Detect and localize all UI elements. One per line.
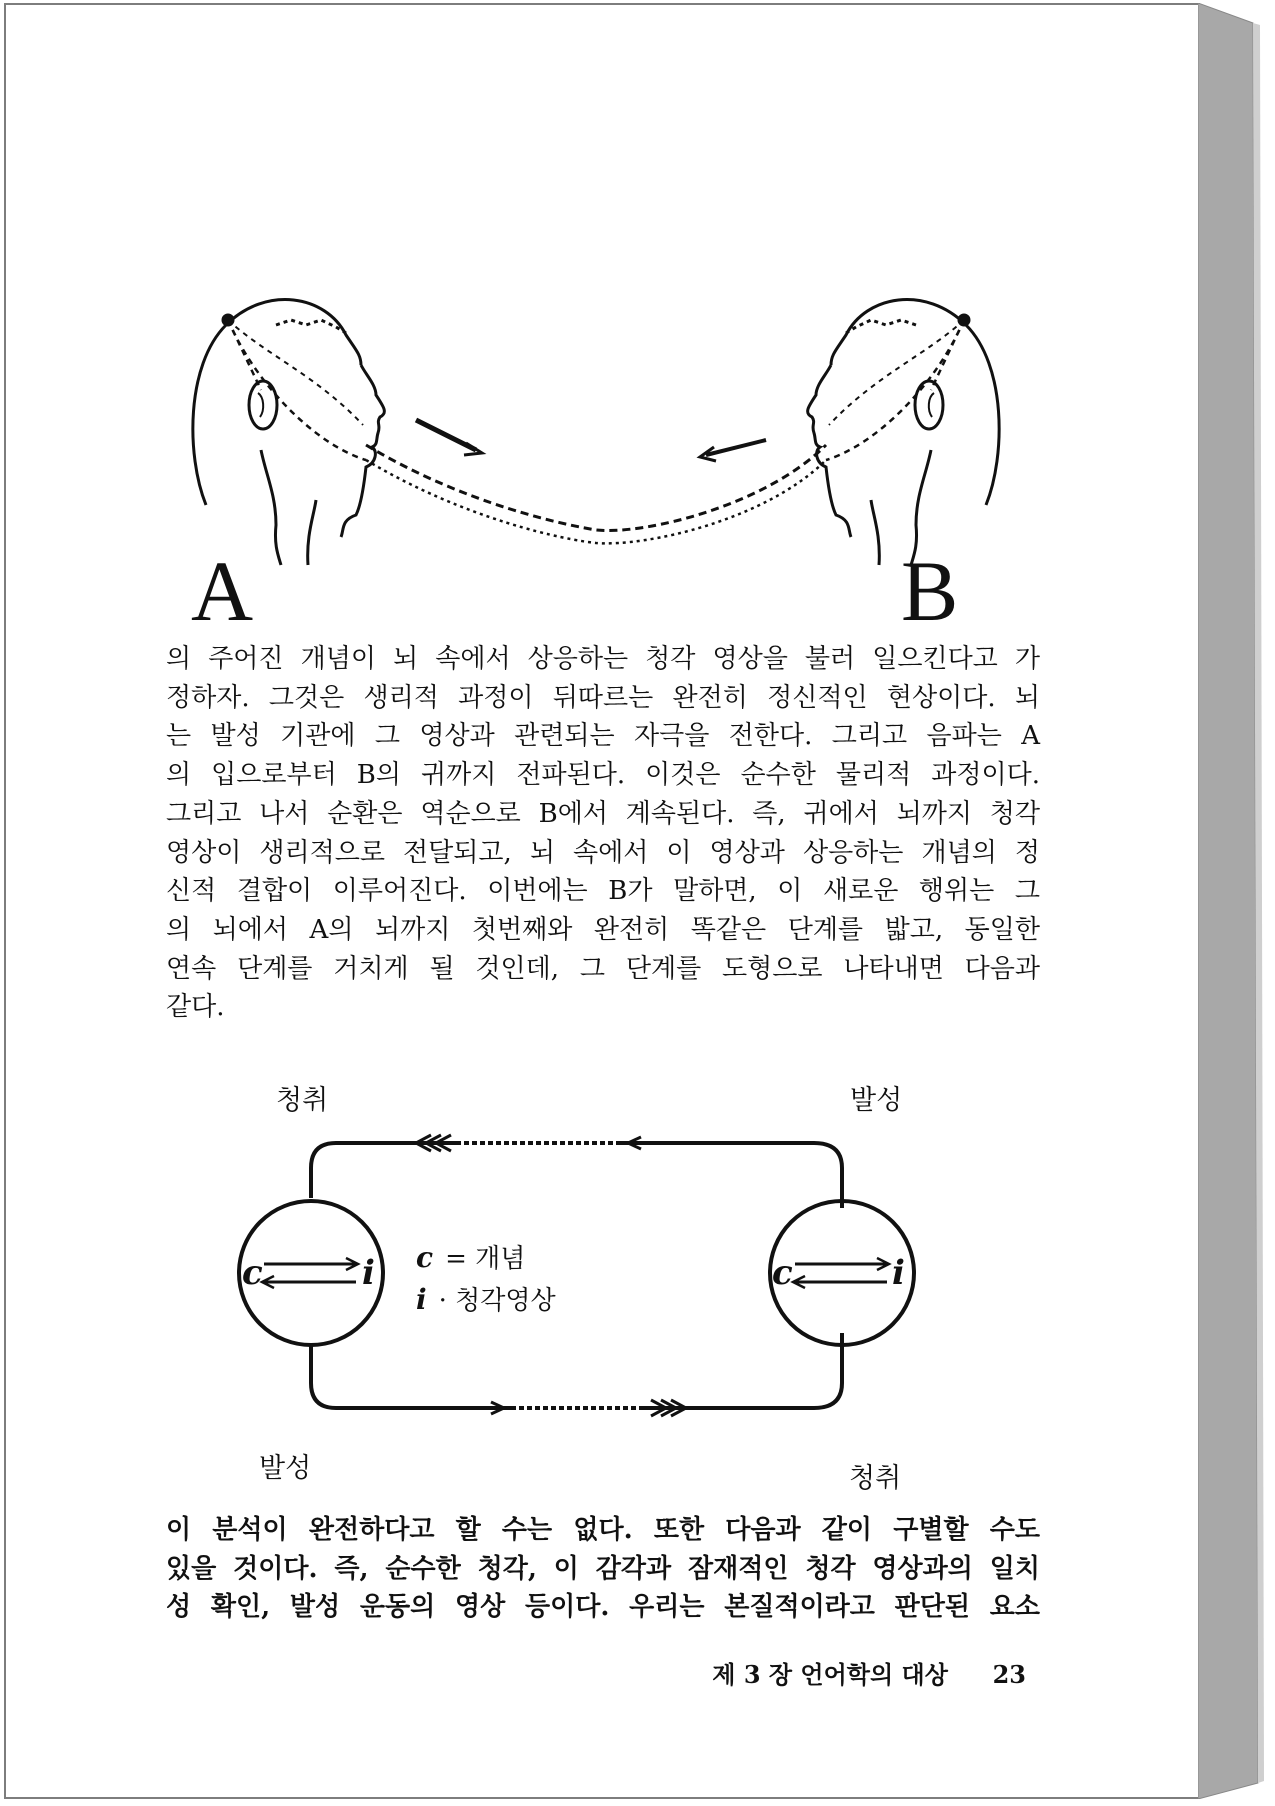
text-line: 의 주어진 개념이 뇌 속에서 상응하는 청각 영상을 불러 일으킨다고 가 (166, 644, 1040, 674)
text-line: 연속 단계를 거치게 될 것인데, 그 단계를 도형으로 나타내면 다음과 (166, 953, 1040, 984)
book-edge (1198, 3, 1268, 1799)
body-paragraph-1 (166, 640, 1040, 1027)
page-number: 23 (992, 1660, 1026, 1689)
label-top-right: 발성 (850, 1085, 903, 1116)
text-line: 신적 결합이 이루어진다. 이번에는 B가 말하면, 이 새로운 행위는 그 (166, 876, 1040, 907)
speech-circuit-illustration (166, 275, 1026, 635)
right-c-symbol: c (772, 1253, 793, 1293)
label-a: A (191, 543, 254, 635)
legend-item-concept: c = 개념 (416, 1241, 526, 1274)
circuit-loop-drawing (166, 1068, 1040, 1498)
text-line: 그리고 나서 순환은 역순으로 B에서 계속된다. 즉, 귀에서 뇌까지 청각 (166, 798, 1040, 829)
left-c-symbol: c (242, 1253, 263, 1293)
text-line: 영상이 생리적으로 전달되고, 뇌 속에서 이 영상과 상응하는 개념의 정 (166, 837, 1040, 868)
text-line: 정하자. 그것은 생리적 과정이 뒤따르는 완전히 정신적인 현상이다. 뇌 (166, 682, 1040, 713)
right-i-symbol: i (892, 1253, 905, 1293)
body-paragraph-2 (166, 1511, 1040, 1627)
speech-circuit-diagram (166, 1068, 1040, 1498)
label-bottom-right: 청취 (849, 1463, 902, 1494)
text-line: 의 입으로부터 B의 귀까지 전파된다. 이것은 순수한 물리적 과정이다. (166, 760, 1040, 791)
text-line: 는 발성 기관에 그 영상과 관련되는 자극을 전한다. 그리고 음파는 A (166, 721, 1040, 752)
text-line: 있을 것이다. 즉, 순수한 청각, 이 감각과 잠재적인 청각 영상과의 일치 (166, 1553, 1040, 1584)
label-b: B (901, 543, 959, 635)
label-top-left: 청취 (276, 1085, 329, 1116)
chapter-title: 제 3 장 언어학의 대상 (712, 1660, 948, 1689)
label-bottom-left: 발성 (259, 1453, 312, 1484)
text-line: 같다. (166, 992, 225, 1023)
book-page (4, 3, 1200, 1799)
page-footer (706, 1655, 1026, 1690)
left-i-symbol: i (362, 1253, 375, 1293)
text-line: 성 확인, 발성 운동의 영상 등이다. 우리는 본질적이라고 판단된 요소 (166, 1592, 1040, 1623)
text-line: 의 뇌에서 A의 뇌까지 첫번째와 완전히 똑같은 단계를 밟고, 동일한 (166, 914, 1040, 945)
legend-item-sound-image: i · 청각영상 (416, 1283, 556, 1316)
text-line: 이 분석이 완전하다고 할 수는 없다. 또한 다음과 같이 구별할 수도 (166, 1515, 1040, 1545)
